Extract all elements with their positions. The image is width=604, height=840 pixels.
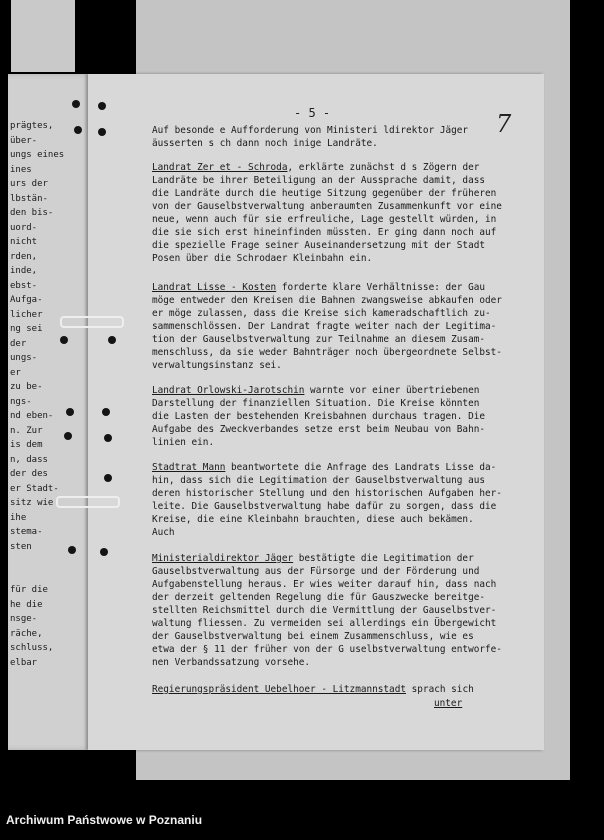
left-page — [8, 74, 100, 750]
binder-clip — [56, 496, 120, 508]
left-page-line: räche, — [10, 628, 43, 639]
left-page-line: sitz wie — [10, 498, 54, 508]
left-page-line: er — [10, 367, 21, 378]
left-page-line: prägtes, — [10, 121, 54, 131]
left-top-scrap — [11, 0, 75, 72]
left-page-line: nd eben- — [10, 411, 54, 421]
left-page-line: ungs eines — [10, 150, 65, 160]
speaker-name: Landrat Lisse - Kosten — [152, 282, 277, 293]
left-page-line: ebst- — [10, 280, 38, 291]
speaker-name: Regierungspräsident Uebelhoer - Litzmannstadt — [152, 684, 406, 695]
left-page-line: ihe — [10, 512, 27, 523]
left-page-line: nsge- — [10, 614, 38, 624]
paragraph-uebelhoer: Regierungspräsident Uebelhoer - Litzmannstadt sprach sich — [152, 684, 474, 695]
punch-hole — [102, 408, 110, 416]
punch-hole — [98, 128, 106, 136]
punch-hole — [60, 336, 68, 344]
paragraph-zerbst: Landrat Zer et - Schroda, erklärte zunächst d s Zögern der Landräte be ihrer Beteiligung an der Aussprache damit, dass die Landräte durch die heutige Sitzung gegenüber der früheren von der Gauselbstverwaltung anberaumten Zusammenkunft vor eine neue, wenn auch für sie erfreuliche, Lage gestellt würden, in die sie sich erst hineinfinden müssten. Er ging dann noch auf die spezielle Frage seiner Auseinandersetzung mit der Stadt Posen über die Schrodaer Kleinbahn ein. — [152, 162, 502, 264]
left-page-line: zu be- — [10, 382, 43, 392]
left-page-line: ines — [10, 164, 32, 175]
left-page-line: der — [10, 338, 27, 349]
speaker-name: Ministerialdirektor Jäger — [152, 553, 294, 564]
document-page — [88, 74, 544, 750]
left-page-line: für die — [10, 585, 48, 595]
left-page-line: stema- — [10, 527, 43, 537]
left-page-line: lbstän- — [10, 193, 48, 204]
punch-hole — [108, 336, 116, 344]
left-page-line: schluss, — [10, 643, 54, 653]
left-page-line: is dem — [10, 440, 43, 450]
punch-hole — [64, 432, 72, 440]
left-page-line: ngs- — [10, 396, 32, 407]
left-page-line: der des — [10, 469, 48, 479]
left-page-line: den bis- — [10, 208, 54, 218]
paragraph-intro: Auf besonde e Aufforderung von Ministeri ldirektor Jäger äusserten s ch dann noch inige Landräte. — [152, 125, 469, 149]
left-page-line: ungs- — [10, 353, 38, 363]
punch-hole — [100, 548, 108, 556]
punch-hole — [104, 434, 112, 442]
speaker-name: Landrat Zer et - Schroda — [152, 162, 288, 173]
punch-hole — [68, 546, 76, 554]
left-page-line: n, dass — [10, 454, 48, 465]
punch-hole — [66, 408, 74, 416]
left-page-line: n. Zur — [10, 425, 43, 436]
left-page-line: elbar — [10, 657, 38, 668]
left-page-line: rden, — [10, 251, 38, 262]
binder-clip — [60, 316, 124, 328]
left-page-line: urs der — [10, 179, 48, 189]
speaker-name: Stadtrat Mann — [152, 462, 226, 473]
punch-hole — [104, 474, 112, 482]
paragraph-jaeger: Ministerialdirektor Jäger bestätigte die Legitimation der Gauselbstverwaltung aus der Fürsorge und der Förderung und Aufgabenstellung heraus. Er wies weiter darauf hin, dass nach der derzeit geltenden Regelung die für Gauszwecke bereitge- stellten Reichsmittel durch die Vermittlung der Gauselbstver- waltung fliessen. Zu vermeiden sei allerdings ein Übergewicht der Gauselbstverwaltung bei einem Zusammenschluss, wie es etwa der § 11 der früher von der G uselbstverwaltung entworfe- nen Verbandssatzung vorsehe. — [152, 553, 502, 668]
speaker-name: Landrat Orlowski-Jarotschin — [152, 385, 305, 396]
paragraph-mann: Stadtrat Mann beantwortete die Anfrage des Landrats Lisse da- hin, dass sich die Legitimation der Gauselbstverwaltung aus deren historischer Stellung und den historischen Aufgaben her- leite. Die Gauselbstverwaltung habe dafür zu sorgen, dass die Kreise, die eine Kleinbahn brauchten, diese auch bekämen. Auch — [152, 462, 502, 538]
left-page-line: he die — [10, 599, 43, 610]
left-page-line: ng sei — [10, 324, 43, 334]
punch-hole — [98, 102, 106, 110]
paragraph-lisse: Landrat Lisse - Kosten forderte klare Verhältnisse: der Gau möge entweder den Kreisen die Bahnen zwangsweise abkaufen oder er möge zulassen, dass die Kreise sich kameradschaftlich zu- sammenschlössen. Der Landrat fragte weiter nach der Legitima- tion der Gauselbstverwaltung zur Teilnahme an diesem Zusam- menschluss, da sie weder Bahnträger noch übergeordnete Selbst- verwaltungsinstanz sei. — [152, 282, 502, 371]
handwritten-page-number: 7 — [496, 110, 512, 138]
left-page-line: über- — [10, 135, 38, 146]
left-page-line: uord- — [10, 222, 38, 233]
page-number: - 5 - — [294, 106, 331, 120]
left-page-line: licher — [10, 309, 43, 320]
left-page-line: sten — [10, 541, 32, 552]
left-page-line: nicht — [10, 237, 38, 247]
punch-hole — [72, 100, 80, 108]
punch-hole — [74, 126, 82, 134]
archive-footer: Archiwum Państwowe w Poznaniu — [6, 813, 203, 827]
paragraph-orlowski: Landrat Orlowski-Jarotschin warnte vor einer übertriebenen Darstellung der finanziellen Situation. Die Kreise könnten die Lasten der bestehenden Kreisbahnen durchaus tragen. Die Aufgabe des Zweckverbandes setze erst beim Neubau von Bahn- linien ein. — [152, 385, 486, 448]
left-page-line: inde, — [10, 266, 38, 276]
left-page-line: Aufga- — [10, 295, 43, 305]
catchword: unter — [434, 698, 463, 709]
left-page-line: er Stadt- — [10, 483, 59, 494]
